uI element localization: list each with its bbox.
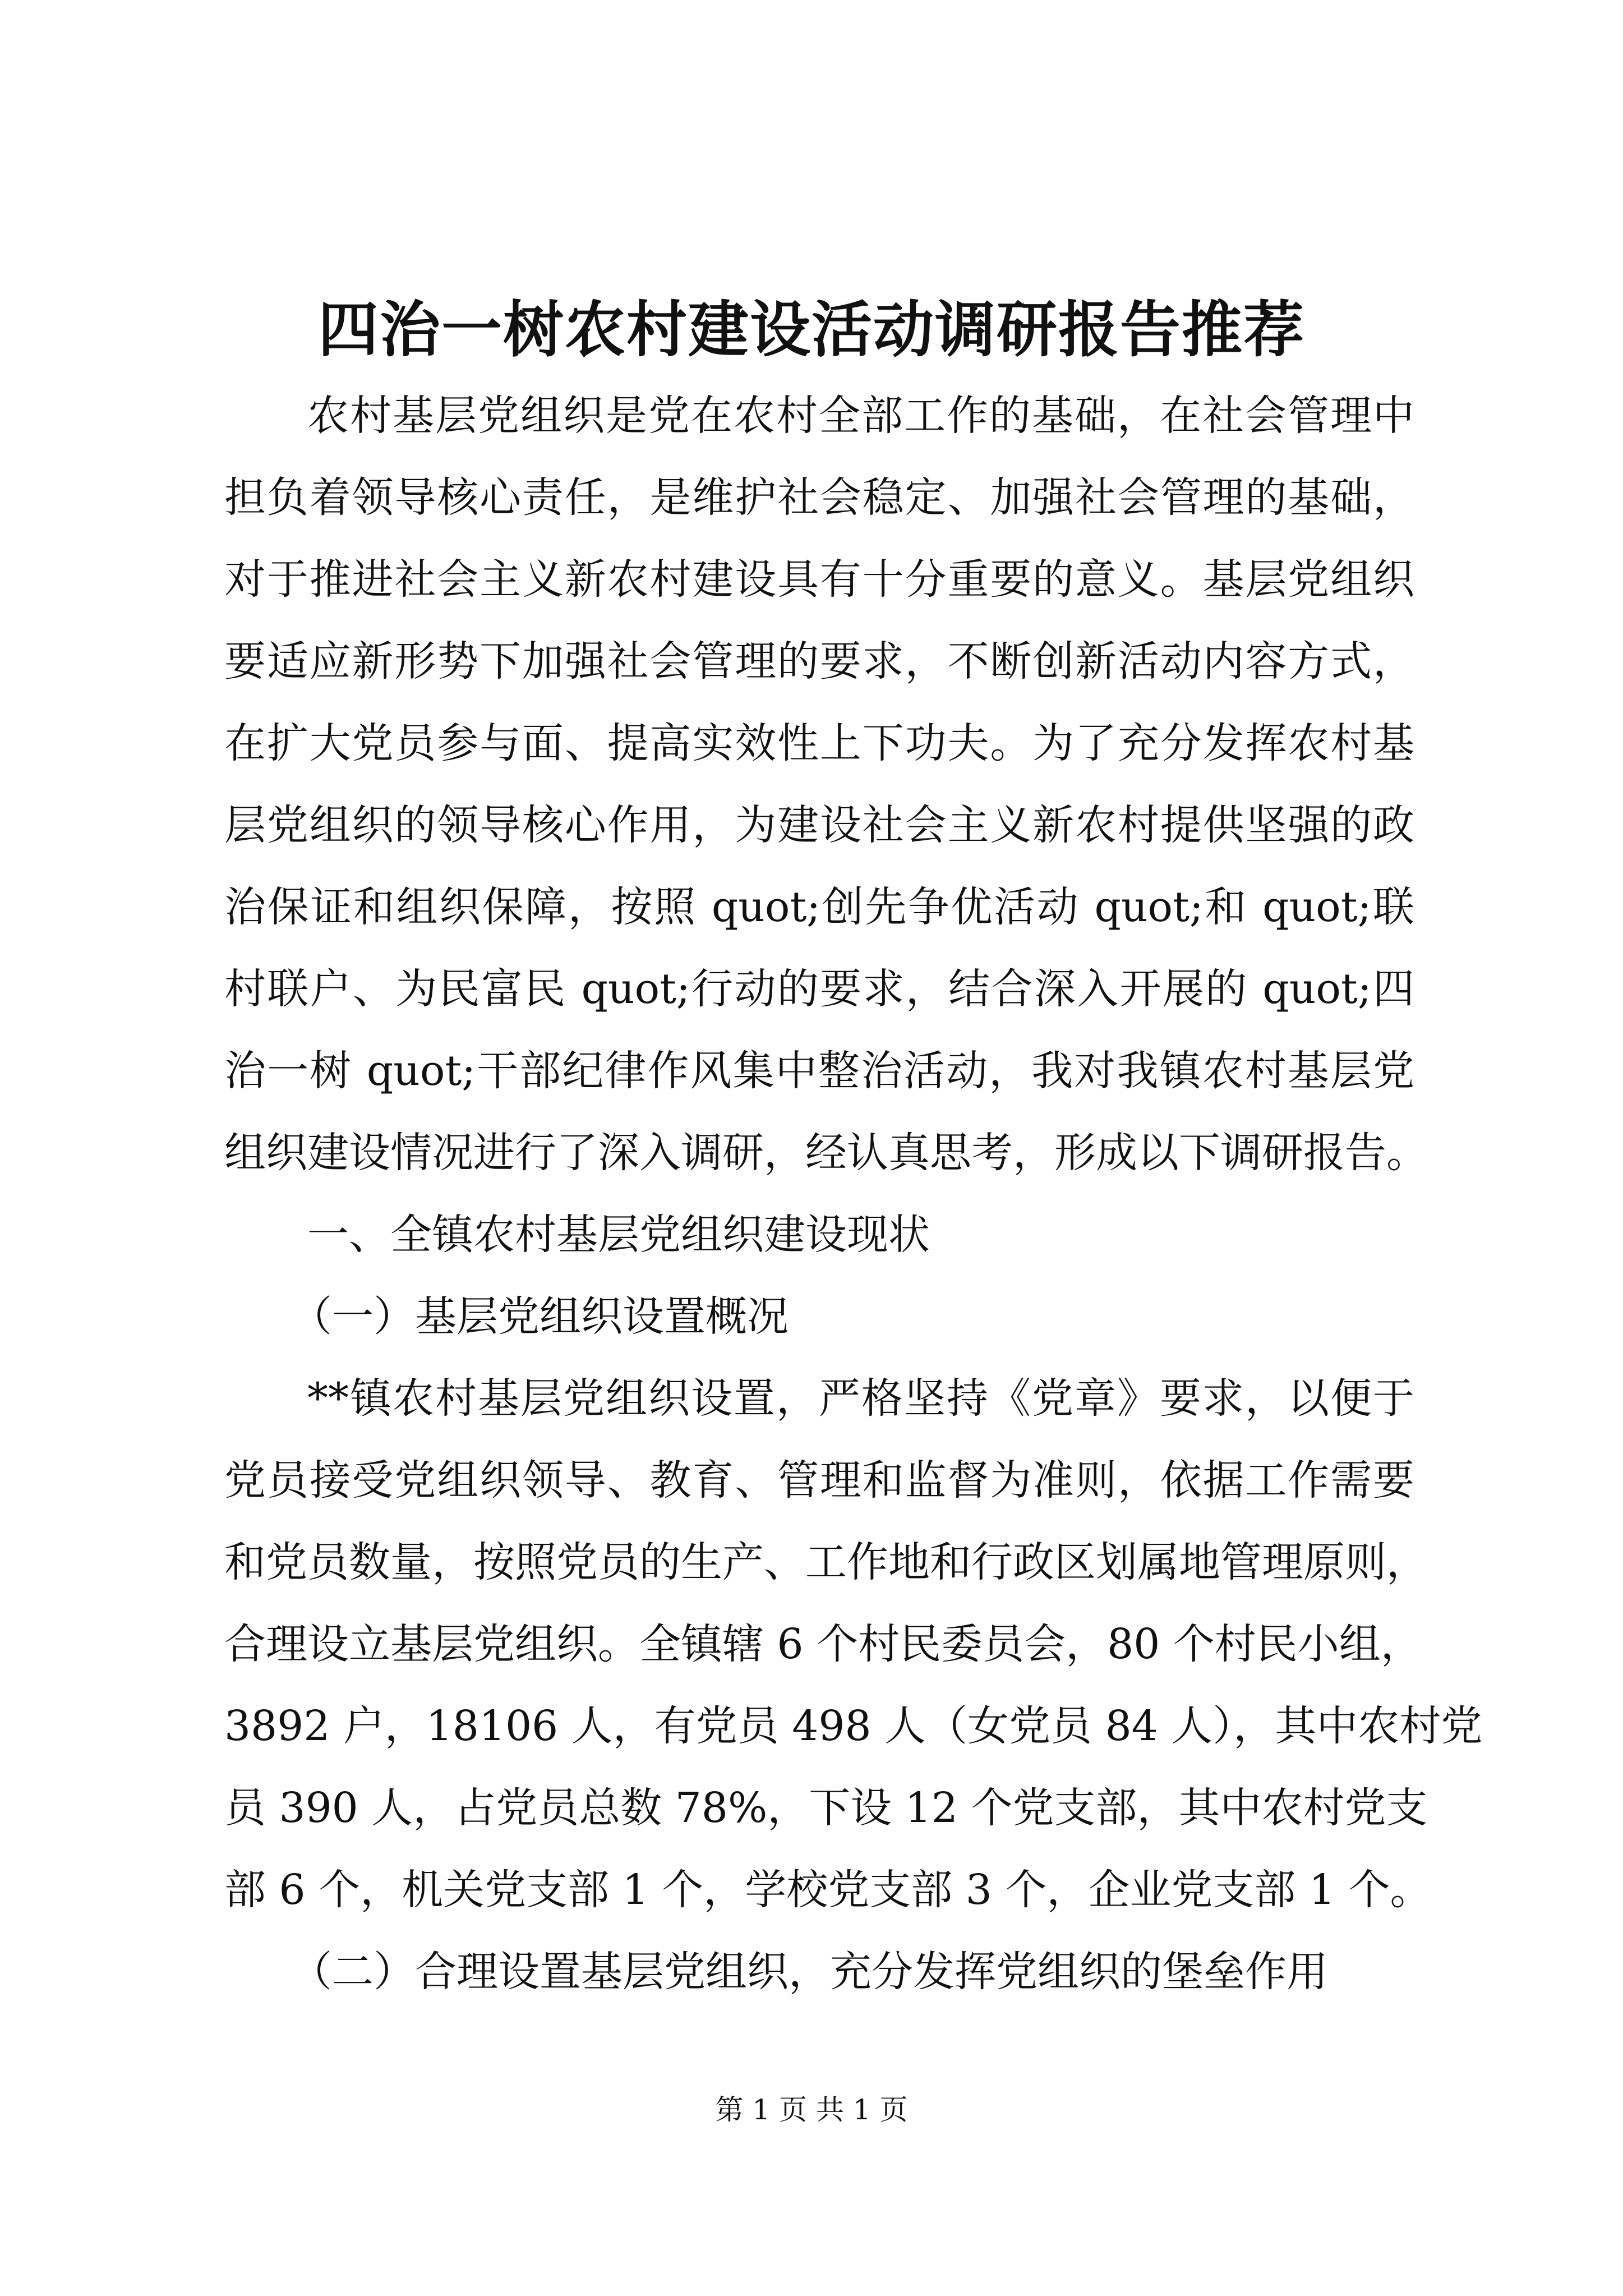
paragraph-1-line-10: 组织建设情况进行了深入调研，经认真思考，形成以下调研报告。 [224,1129,1428,1177]
paragraph-1-line-7: 治保证和组织保障，按照 quot;创先争优活动 quot;和 quot;联 [224,883,1414,931]
document-title: 四治一树农村建设活动调研报告推荐 [317,295,1305,365]
paragraph-2-line-1: **镇农村基层党组织设置，严格坚持《党章》要求，以便于 [307,1374,1414,1423]
paragraph-2-line-4: 合理设立基层党组织。全镇辖 6 个村民委员会，80 个村民小组， [224,1620,1422,1668]
section-1-heading: 一、全镇农村基层党组织建设现状 [307,1211,930,1259]
paragraph-1-line-1: 农村基层党组织是党在农村全部工作的基础，在社会管理中 [307,392,1414,440]
paragraph-1-line-8: 村联户、为民富民 quot;行动的要求，结合深入开展的 quot;四 [224,965,1414,1013]
paragraph-2-line-6: 员 390 人，占党员总数 78%，下设 12 个党支部，其中农村党支 [224,1784,1428,1832]
paragraph-1-line-5: 在扩大党员参与面、提高实效性上下功夫。为了充分发挥农村基 [224,719,1414,767]
document-body [224,375,1483,2013]
paragraph-2-line-3: 和党员数量，按照党员的生产、工作地和行政区划属地管理原则， [224,1538,1428,1586]
paragraph-1-line-3: 对于推进社会主义新农村建设具有十分重要的意义。基层党组织 [224,555,1414,604]
paragraph-1-line-4: 要适应新形势下加强社会管理的要求，不断创新活动内容方式， [224,637,1414,685]
paragraph-2-line-7: 部 6 个，机关党支部 1 个，学校党支部 3 个，企业党支部 1 个。 [224,1866,1432,1914]
paragraph-2-line-5: 3892 户，18106 人，有党员 498 人（女党员 84 人），其中农村党 [224,1702,1483,1750]
paragraph-1-line-9: 治一树 quot;干部纪律作风集中整治活动，我对我镇农村基层党 [224,1047,1414,1095]
paragraph-1-line-6: 层党组织的领导核心作用，为建设社会主义新农村提供坚强的政 [224,801,1414,849]
paragraph-1-line-2: 担负着领导核心责任，是维护社会稳定、加强社会管理的基础， [224,473,1414,522]
subsection-1-heading: （一）基层党组织设置概况 [291,1292,789,1341]
paragraph-2-line-2: 党员接受党组织领导、教育、管理和监督为准则，依据工作需要 [224,1456,1414,1504]
subsection-2-heading: （二）合理设置基层党组织，充分发挥党组织的堡垒作用 [291,1948,1328,1996]
page-number-footer: 第 1 页 共 1 页 [715,2093,908,2126]
